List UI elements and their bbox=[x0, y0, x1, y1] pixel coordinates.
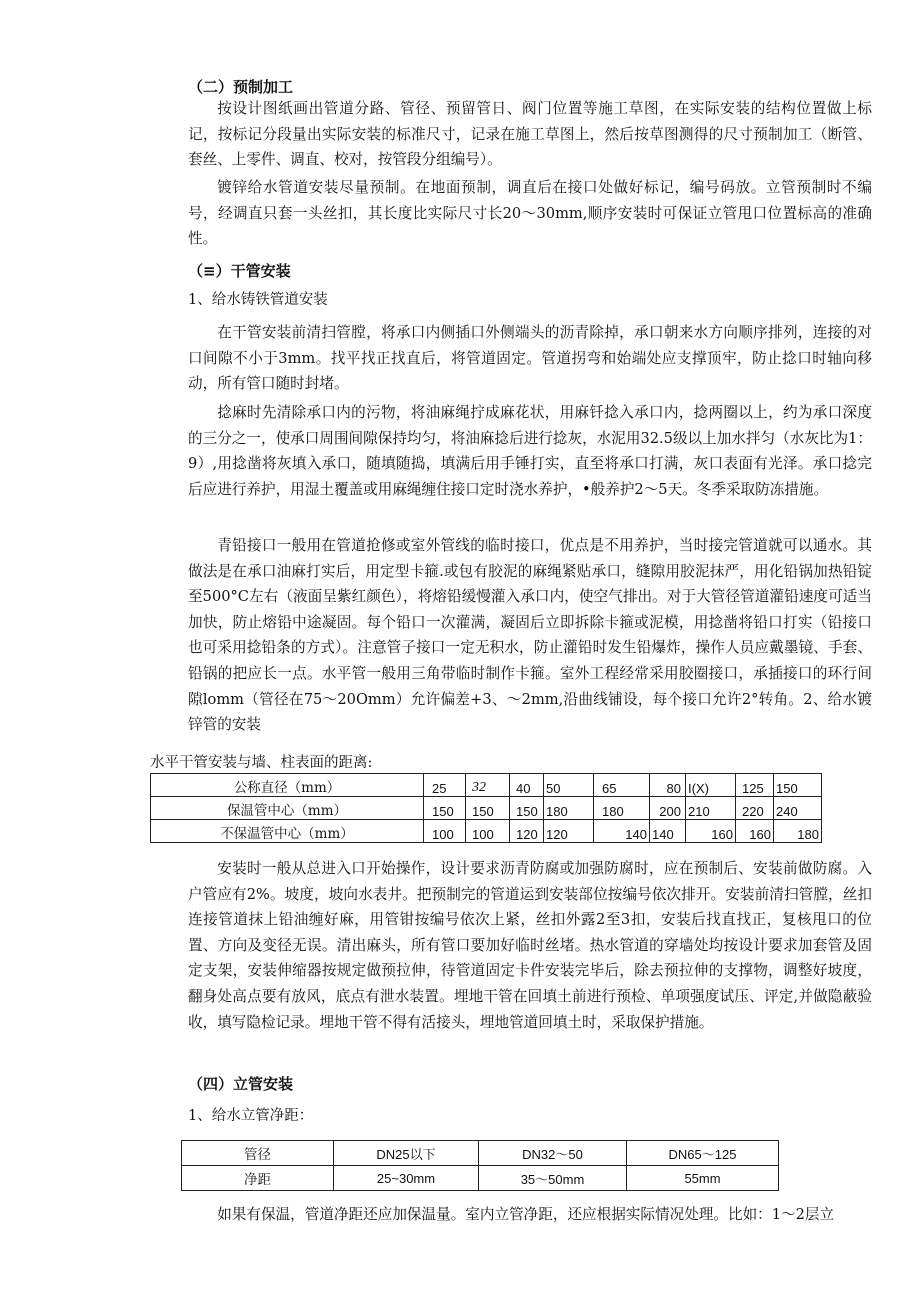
table-cell: 25 bbox=[424, 774, 466, 797]
section-3-paragraph-3: 青铅接口一般用在管道抢修或室外管线的临时接口，优点是不用养护，当时接完管道就可以通水。其做法是在承口油麻打实后，用定型卡箍.或包有胶泥的麻绳紧贴承口，缝隙用胶泥抹严，用化铅锅加热铅锭至500°C左右（液面呈紫红颜色），将熔铅缓慢灌入承口内，使空气排出。对于大管径管道灌铅速度可适当加快，防止熔铅中途凝固。每个铅口一次灌满，凝固后立即拆除卡箍或泥模，用捻凿将铅口打实（铅接口也可采用捻铅条的方式）。注意管子接口一定无积水，防止灌铅时发生铅爆炸，操作人员应戴墨镜、手套、铅锅的把应长一点。水平管一般用三角带临时制作卡箍。室外工程经常采用胶圈接口，承插接口的环行间隙lomm（管径在75～20Omm）允许偏差+3、～2mm,沿曲线铺设，每个接口允许2°转角。2、给水镀锌管的安装 bbox=[188, 537, 872, 734]
table-cell: DN25以下 bbox=[334, 1141, 479, 1166]
section-3-paragraph-2: 捻麻时先清除承口内的污物，将油麻绳拧成麻花状，用麻钎捻入承口内，捻两圈以上，约为承口深度的三分之一，使承口周围间隙保持均匀，将油麻捻后进行捻灰，水泥用32.5级以上加水拌匀（水灰比为1：9）,用捻凿将灰填入承口，随填随捣，填满后用手锤打实，直至将承口打满，灰口表面有光泽。承口捻完后应进行养护，用湿土覆盖或用麻绳缠住接口定时浇水养护，•般养护2～5天。冬季采取防冻措施。 bbox=[188, 404, 872, 498]
table-cell: DN65～125 bbox=[627, 1141, 779, 1166]
table-cell: 40 bbox=[510, 774, 544, 797]
table-row bbox=[151, 774, 822, 797]
table-cell: 240 bbox=[774, 797, 822, 820]
table-cell: 80 bbox=[650, 774, 686, 797]
riser-spacing-table bbox=[181, 1140, 779, 1191]
section-4-subtitle-1: 1、给水立管净距： bbox=[188, 1108, 314, 1124]
section-3-paragraph-4: 安装时一般从总进入口开始操作，设计要求沥青防腐或加强防腐时，应在预制后、安装前做防腐。入户管应有2%。坡度，坡向水表井。把预制完的管道运到安装部位按编号依次排开。安装前清扫管膛，丝扣连接管道抹上铅油缠好麻，用管钳按编号依次上紧，丝扣外露2至3扣，安装后找直找正，复核甩口的位置、方向及变径无误。清出麻头，所有管口要加好临时丝堵。热水管道的穿墙处均按设计要求加套管及固定支架，安装伸缩器按规定做预拉伸，待管道固定卡件安装完毕后，除去预拉伸的支撑物，调整好坡度，翻身处高点要有放风，底点有泄水装置。埋地干管在回填土前进行预检、单项强度试压、评定,并做隐蔽验收，填写隐检记录。埋地干管不得有活接头，埋地管道回填土时，采取保护措施。 bbox=[188, 860, 872, 1031]
table-cell: 140 bbox=[650, 820, 686, 843]
table-cell: 50 bbox=[544, 774, 594, 797]
table-cell: 200 bbox=[650, 797, 686, 820]
section-2-title: （二）预制加工 bbox=[188, 78, 294, 96]
section-2-paragraph-2: 镀锌给水管道安装尽量预制。在地面预制，调直后在接口处做好标记，编号码放。立管预制时不编号，经调直只套一头丝扣，其长度比实际尺寸长20～30mm,顺序安装时可保证立管甩口位置标高的准确性。 bbox=[188, 179, 872, 248]
table-cell: 25~30mm bbox=[334, 1166, 479, 1191]
table-cell: 180 bbox=[774, 820, 822, 843]
table-row-label: 公称直径（mm） bbox=[151, 774, 424, 797]
table-cell: 120 bbox=[510, 820, 544, 843]
table-cell: 55mm bbox=[627, 1166, 779, 1191]
table-1-caption: 水平干管安装与墙、柱表面的距离: bbox=[150, 755, 373, 771]
table-cell: I(X) bbox=[686, 774, 736, 797]
section-3-subtitle-1: 1、给水铸铁管道安装 bbox=[188, 292, 328, 308]
table-cell: 180 bbox=[544, 797, 594, 820]
section-2-paragraph-1: 按设计图纸画出管道分路、管径、预留管日、阀门位置等施工草图，在实际安装的结构位置做上标记，按标记分段量出实际安装的标准尺寸，记录在施工草图上，然后按草图测得的尺寸预制加工（断管、套丝、上零件、调直、校对，按管段分组编号）。 bbox=[188, 100, 872, 169]
table-cell: 35～50mm bbox=[479, 1166, 627, 1191]
table-cell: 150 bbox=[424, 797, 466, 820]
table-cell: 65 bbox=[594, 774, 650, 797]
table-cell: 140 bbox=[594, 820, 650, 843]
pipe-distance-table bbox=[150, 773, 822, 843]
table-cell: 150 bbox=[466, 797, 510, 820]
table-row bbox=[182, 1166, 779, 1191]
table-cell: 120 bbox=[544, 820, 594, 843]
table-row bbox=[182, 1141, 779, 1166]
table-cell: 32 bbox=[466, 774, 510, 797]
table-row-label: 净距 bbox=[182, 1166, 334, 1191]
table-cell: 210 bbox=[686, 797, 736, 820]
section-4-title: （四）立管安装 bbox=[188, 1075, 294, 1093]
section-4-paragraph-1: 如果有保温，管道净距还应加保温量。室内立管净距，还应根据实际情况处理。比如：1～2层立 bbox=[217, 1206, 835, 1223]
table-row bbox=[151, 797, 822, 820]
table-cell: 150 bbox=[774, 774, 822, 797]
table-cell: 180 bbox=[594, 797, 650, 820]
table-cell: 100 bbox=[424, 820, 466, 843]
table-row-label: 保温管中心（mm） bbox=[151, 797, 424, 820]
section-3-paragraph-1: 在干管安装前清扫管膛，将承口内侧插口外侧端头的沥青除掉，承口朝来水方向顺序排列，连接的对口间隙不小于3mm。找平找正找直后，将管道固定。管道拐弯和始端处应支撑顶牢，防止捻口时轴向移动，所有管口随时封堵。 bbox=[188, 324, 872, 393]
table-cell: 125 bbox=[736, 774, 774, 797]
table-cell: 160 bbox=[686, 820, 736, 843]
table-cell: 220 bbox=[736, 797, 774, 820]
table-cell: DN32～50 bbox=[479, 1141, 627, 1166]
table-row-label: 管径 bbox=[182, 1141, 334, 1166]
table-cell: 150 bbox=[510, 797, 544, 820]
table-row bbox=[151, 820, 822, 843]
section-3-title: （≡）干管安装 bbox=[188, 262, 291, 280]
table-cell: 100 bbox=[466, 820, 510, 843]
table-cell: 160 bbox=[736, 820, 774, 843]
table-row-label: 不保温管中心（mm） bbox=[151, 820, 424, 843]
